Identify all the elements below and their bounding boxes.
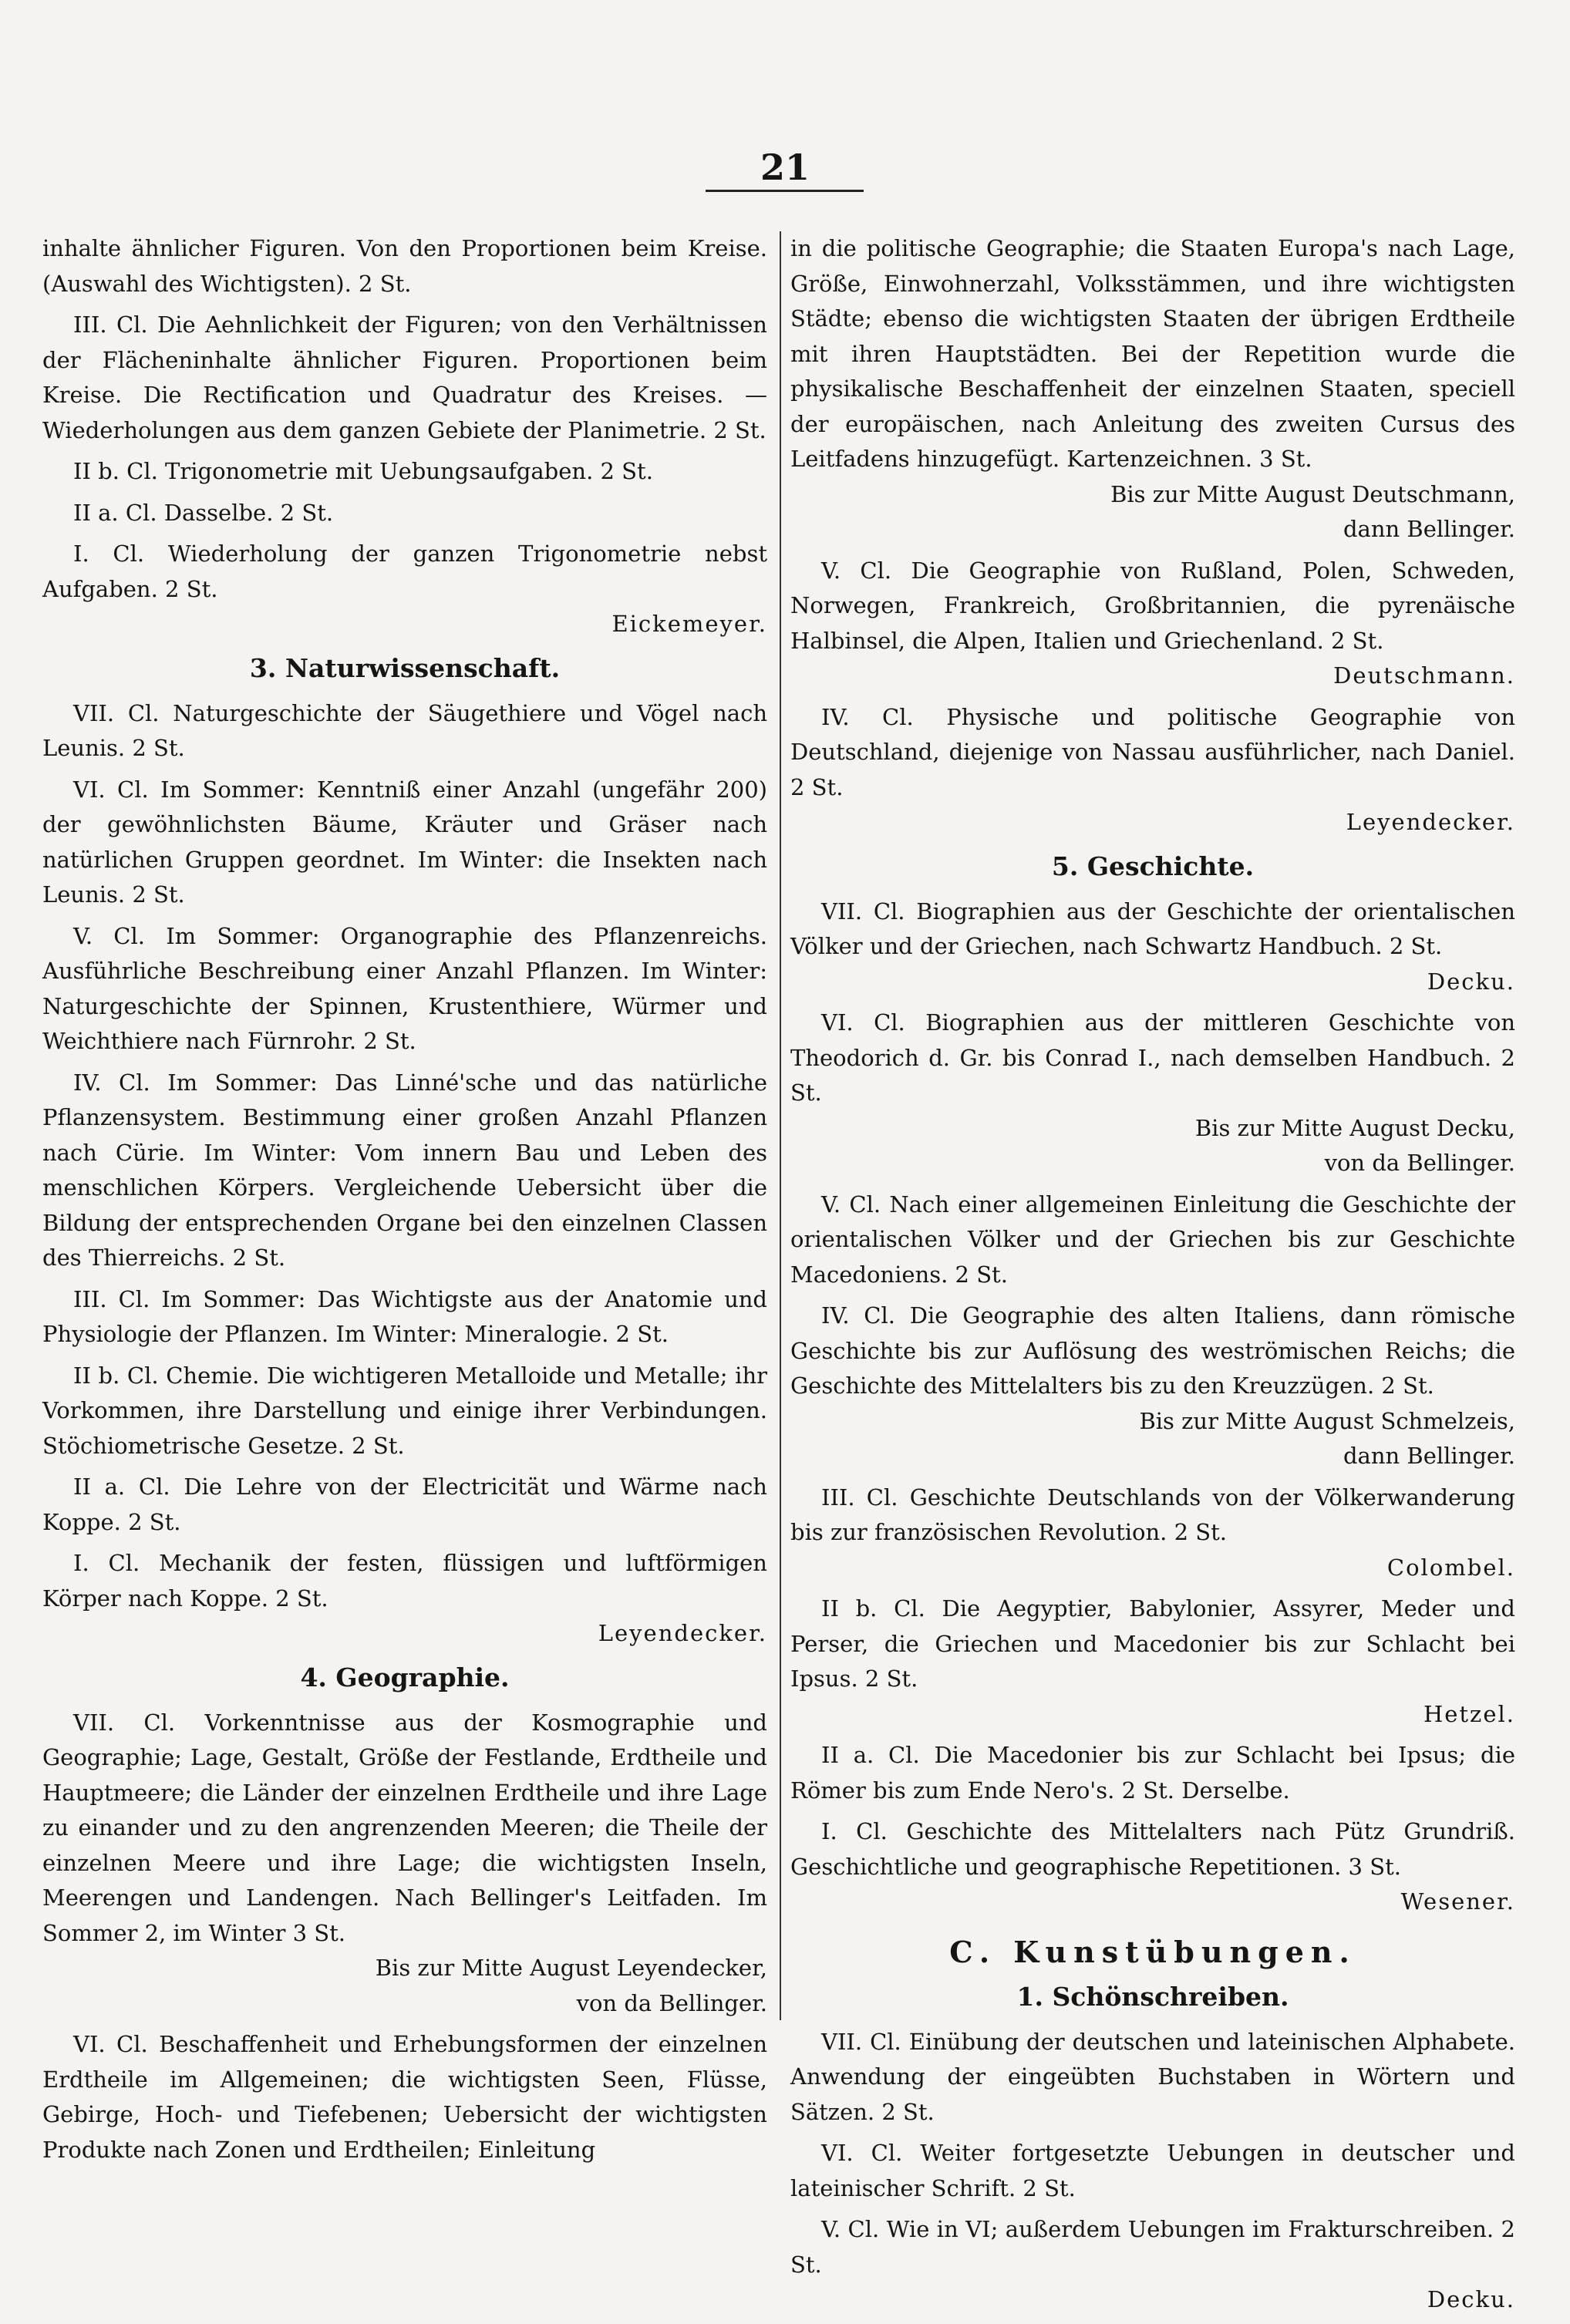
paragraph-gesch-vi: VI. Cl. Biographien aus der mittleren Geschichte von Theodorich d. Gr. bis Conrad I., nach demselben Handbuch. 2 St.: [790, 1009, 1515, 1106]
paragraph-geo-vi: VI. Cl. Beschaffenheit und Erhebungsformen der einzelnen Erdtheile im Allgemeinen; die wichtigsten Seen, Flüsse, Gebirge, Hoch- und Tiefebenen; Uebersicht der wichtigsten Produkte nach Zonen und Erdtheilen; Einleitung: [42, 2031, 767, 2163]
teacher-signature: Leyendecker.: [598, 1620, 767, 1646]
section-heading-kunstuebungen: C. Kunstübungen.: [949, 1934, 1356, 1969]
left-column: [42, 231, 767, 2174]
paragraph-geo-vi-continued: in die politische Geographie; die Staaten Europa's nach Lage, Größe, Einwohnerzahl, Volksstämmen, und ihre wichtigsten Städte; ebenso die wichtigsten Staaten der übrigen Erdtheile mit ihren Hauptstädten. Bei der Repetition wurde die physikalische Beschaffenheit der einzelnen Staaten, speciell der europäischen, nach Anleitung des zweiten Cursus des Leitfadens hinzugefügt. Kartenzeichnen. 3 St.: [790, 235, 1515, 472]
paragraph-gesch-v: V. Cl. Nach einer allgemeinen Einleitung die Geschichte der orientalischen Völker und der Griechen bis zur Geschichte Macedoniens. 2 St.: [790, 1191, 1515, 1288]
section-heading-geographie: 4. Geographie.: [300, 1662, 510, 1692]
paragraph-math-iib: II b. Cl. Trigonometrie mit Uebungsaufgaben. 2 St.: [73, 458, 653, 484]
teacher-note: von da Bellinger.: [1324, 1150, 1515, 1176]
teacher-signature: Leyendecker.: [1346, 809, 1515, 835]
paragraph-natur-vi: VI. Cl. Im Sommer: Kenntniß einer Anzahl (ungefähr 200) der gewöhnlichsten Bäume, Kräuter und Gräser nach natürlichen Gruppen geordnet. Im Winter: die Insekten nach Leunis. 2 St.: [42, 776, 767, 908]
paragraph-natur-iib: II b. Cl. Chemie. Die wichtigeren Metalloide und Metalle; ihr Vorkommen, ihre Darstellung und einige ihrer Verbindungen. Stöchiometrische Gesetze. 2 St.: [42, 1362, 767, 1459]
teacher-note: dann Bellinger.: [1343, 516, 1515, 542]
teacher-signature: Eickemeyer.: [611, 611, 767, 637]
paragraph-gesch-iv: IV. Cl. Die Geographie des alten Italiens, dann römische Geschichte bis zur Auflösung des weströmischen Reichs; die Geschichte des Mittelalters bis zu den Kreuzzügen. 2 St.: [790, 1302, 1515, 1399]
paragraph-kunst-v: V. Cl. Wie in VI; außerdem Uebungen im Frakturschreiben. 2 St.: [790, 2216, 1515, 2278]
section-heading-geschichte: 5. Geschichte.: [1051, 850, 1255, 881]
paragraph-geo-v: V. Cl. Die Geographie von Rußland, Polen, Schweden, Norwegen, Frankreich, Großbritannien, die pyrenäische Halbinsel, die Alpen, Italien und Griechenland. 2 St.: [790, 557, 1515, 654]
paragraph-natur-iia: II a. Cl. Die Lehre von der Electricität und Wärme nach Koppe. 2 St.: [42, 1474, 767, 1535]
page-number: 21: [760, 147, 810, 188]
paragraph-gesch-iib: II b. Cl. Die Aegyptier, Babylonier, Assyrer, Meder und Perser, die Griechen und Macedonier bis zur Schlacht bei Ipsus. 2 St.: [790, 1595, 1515, 1692]
right-column: [790, 231, 1515, 2324]
teacher-note: Bis zur Mitte August Decku,: [1194, 1114, 1515, 1141]
column-divider: [780, 231, 781, 2020]
teacher-note: Bis zur Mitte August Schmelzeis,: [1139, 1407, 1515, 1434]
paragraph-natur-v: V. Cl. Im Sommer: Organographie des Pflanzenreichs. Ausführliche Beschreibung einer Anzahl Pflanzen. Im Winter: Naturgeschichte der Spinnen, Krustenthiere, Würmer und Weichthiere nach Fürnrohr. 2 St.: [42, 922, 767, 1054]
paragraph-math-i: I. Cl. Wiederholung der ganzen Trigonometrie nebst Aufgaben. 2 St.: [42, 541, 767, 602]
paragraph-geo-vii: VII. Cl. Vorkenntnisse aus der Kosmographie und Geographie; Lage, Gestalt, Größe der Festlande, Erdtheile und Hauptmeere; die Länder der einzelnen Erdtheile und ihre Lage zu einander und zu den angrenzenden Meeren; die Theile der einzelnen Meere und ihre Lage; die wichtigsten Inseln, Meerengen und Landengen. Nach Bellinger's Leitfaden. Im Sommer 2, im Winter 3 St.: [42, 1709, 767, 1946]
teacher-signature: Colombel.: [1386, 1554, 1515, 1581]
teacher-signature: Deutschmann.: [1333, 662, 1515, 689]
paragraph-natur-iii: III. Cl. Im Sommer: Das Wichtigste aus der Anatomie und Physiologie der Pflanzen. Im Winter: Mineralogie. 2 St.: [42, 1285, 767, 1347]
paragraph-gesch-vii: VII. Cl. Biographien aus der Geschichte der orientalischen Völker und der Griechen, nach Schwartz Handbuch. 2 St.: [790, 898, 1515, 959]
teacher-note: dann Bellinger.: [1343, 1443, 1515, 1469]
paragraph-natur-i: I. Cl. Mechanik der festen, flüssigen und luftförmigen Körper nach Koppe. 2 St.: [42, 1550, 767, 1612]
paragraph-kunst-vi: VI. Cl. Weiter fortgesetzte Uebungen in deutscher und lateinischer Schrift. 2 St.: [790, 2140, 1515, 2201]
paragraph-gesch-iia: II a. Cl. Die Macedonier bis zur Schlacht bei Ipsus; die Römer bis zum Ende Nero's. 2 St. Derselbe.: [790, 1742, 1515, 1804]
teacher-signature: Wesener.: [1400, 1888, 1515, 1915]
paragraph-geo-iv: IV. Cl. Physische und politische Geographie von Deutschland, diejenige von Nassau ausführlicher, nach Daniel. 2 St.: [790, 703, 1515, 800]
paragraph-natur-vii: VII. Cl. Naturgeschichte der Säugethiere und Vögel nach Leunis. 2 St.: [42, 699, 767, 761]
section-heading-naturwissenschaft: 3. Naturwissenschaft.: [249, 652, 561, 683]
teacher-signature: Decku.: [1427, 968, 1515, 995]
teacher-signature: Decku.: [1427, 2286, 1515, 2312]
paragraph-math-iii: III. Cl. Die Aehnlichkeit der Figuren; von den Verhältnissen der Flächeninhalte ähnlicher Figuren. Proportionen beim Kreise. Die Rectification und Quadratur des Kreises. — Wiederholungen aus dem ganzen Gebiete der Planimetrie. 2 St.: [42, 312, 767, 443]
paragraph-gesch-iii: III. Cl. Geschichte Deutschlands von der Völkerwanderung bis zur französischen Revolution. 2 St.: [790, 1484, 1515, 1545]
teacher-note: von da Bellinger.: [576, 1989, 767, 2016]
page-number-rule: [706, 190, 864, 192]
paragraph-gesch-i: I. Cl. Geschichte des Mittelalters nach Pütz Grundriß. Geschichtliche und geographische Repetitionen. 3 St.: [790, 1818, 1515, 1880]
teacher-note: Bis zur Mitte August Leyendecker,: [375, 1955, 767, 1981]
paragraph-natur-iv: IV. Cl. Im Sommer: Das Linné'sche und das natürliche Pflanzensystem. Bestimmung einer großen Anzahl Pflanzen nach Cürie. Im Winter: Vom innern Bau und Leben des menschlichen Körpers. Vergleichende Uebersicht über die Bildung der entsprechenden Organe bei den einzelnen Classen des Thierreichs. 2 St.: [42, 1069, 767, 1271]
section-heading-schoenschreiben: 1. Schönschreiben.: [1016, 1981, 1289, 2012]
teacher-note: Bis zur Mitte August Deutschmann,: [1110, 480, 1515, 507]
paragraph-math-iia: II a. Cl. Dasselbe. 2 St.: [73, 499, 334, 526]
paragraph-continued: inhalte ähnlicher Figuren. Von den Proportionen beim Kreise. (Auswahl des Wichtigsten). 2 St.: [42, 235, 767, 297]
teacher-signature: Hetzel.: [1423, 1700, 1515, 1727]
paragraph-kunst-vii: VII. Cl. Einübung der deutschen und lateinischen Alphabete. Anwendung der eingeübten Buchstaben in Wörtern und Sätzen. 2 St.: [790, 2028, 1515, 2125]
